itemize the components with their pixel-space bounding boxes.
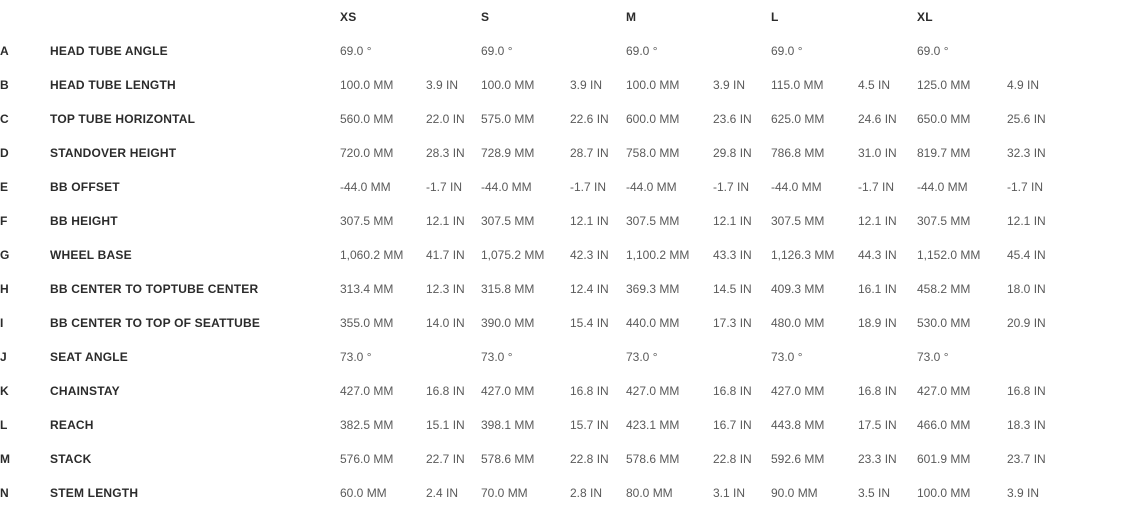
value-xs-imperial: 16.8 IN (426, 384, 465, 398)
value-m-imperial: 3.1 IN (713, 486, 746, 500)
value-s-imperial: 28.7 IN (570, 146, 609, 160)
value-s-imperial: 22.6 IN (570, 112, 609, 126)
size-header-s: S (481, 10, 490, 24)
row-letter: J (0, 350, 7, 364)
value-l-imperial: 24.6 IN (858, 112, 897, 126)
row-letter: E (0, 180, 9, 194)
value-l-metric: 480.0 MM (771, 316, 825, 330)
value-m-metric: 80.0 MM (626, 486, 673, 500)
value-l-imperial: 16.1 IN (858, 282, 897, 296)
value-xs-metric: 69.0 ° (340, 44, 372, 58)
value-m-metric: 578.6 MM (626, 452, 680, 466)
row-letter: F (0, 214, 8, 228)
table-row (0, 102, 1136, 136)
value-m-metric: 600.0 MM (626, 112, 680, 126)
value-xl-imperial (1007, 34, 1136, 68)
value-l-metric: 1,126.3 MM (771, 248, 835, 262)
value-l-metric: 90.0 MM (771, 486, 818, 500)
value-l-imperial: 23.3 IN (858, 452, 897, 466)
value-s-metric: 315.8 MM (481, 282, 535, 296)
value-l-metric: 786.8 MM (771, 146, 825, 160)
value-m-imperial: -1.7 IN (713, 180, 750, 194)
value-s-imperial: 15.4 IN (570, 316, 609, 330)
value-xl-imperial: 18.0 IN (1007, 282, 1046, 296)
table-row (0, 340, 1136, 374)
value-xs-metric: 100.0 MM (340, 78, 394, 92)
row-label: STANDOVER HEIGHT (50, 146, 177, 160)
value-m-imperial: 22.8 IN (713, 452, 752, 466)
table-row (0, 476, 1136, 510)
value-l-metric: 69.0 ° (771, 44, 803, 58)
value-s-metric: 427.0 MM (481, 384, 535, 398)
value-xs-imperial: 22.0 IN (426, 112, 465, 126)
value-xs-imperial: 14.0 IN (426, 316, 465, 330)
value-l-imperial: 17.5 IN (858, 418, 897, 432)
value-l-imperial: 4.5 IN (858, 78, 891, 92)
value-xl-metric: 650.0 MM (917, 112, 971, 126)
value-m-metric: 1,100.2 MM (626, 248, 690, 262)
table-row (0, 374, 1136, 408)
size-header-s-in-spacer (570, 0, 626, 34)
value-l-metric: 427.0 MM (771, 384, 825, 398)
row-letter: B (0, 78, 9, 92)
size-header-row (0, 0, 1136, 34)
value-s-metric: 307.5 MM (481, 214, 535, 228)
size-header-xl: XL (917, 10, 933, 24)
value-l-metric: 307.5 MM (771, 214, 825, 228)
row-label: BB OFFSET (50, 180, 120, 194)
value-s-imperial: 12.1 IN (570, 214, 609, 228)
value-xl-imperial: 20.9 IN (1007, 316, 1046, 330)
row-label: WHEEL BASE (50, 248, 132, 262)
value-xs-imperial: 12.1 IN (426, 214, 465, 228)
value-l-imperial: -1.7 IN (858, 180, 895, 194)
table-row (0, 442, 1136, 476)
value-m-imperial: 14.5 IN (713, 282, 752, 296)
size-header-xs: XS (340, 10, 357, 24)
value-s-metric: 575.0 MM (481, 112, 535, 126)
row-label: STACK (50, 452, 92, 466)
value-m-imperial: 23.6 IN (713, 112, 752, 126)
label-column-spacer (50, 0, 340, 34)
value-xs-metric: 60.0 MM (340, 486, 387, 500)
value-xs-imperial: 2.4 IN (426, 486, 459, 500)
value-s-imperial: 22.8 IN (570, 452, 609, 466)
value-m-metric: 758.0 MM (626, 146, 680, 160)
value-l-metric: 592.6 MM (771, 452, 825, 466)
row-label: TOP TUBE HORIZONTAL (50, 112, 196, 126)
value-xs-imperial: 28.3 IN (426, 146, 465, 160)
row-label: CHAINSTAY (50, 384, 120, 398)
size-header-l: L (771, 10, 779, 24)
value-xs-metric: 313.4 MM (340, 282, 394, 296)
value-m-imperial (713, 34, 771, 68)
value-xl-metric: 466.0 MM (917, 418, 971, 432)
value-l-imperial: 16.8 IN (858, 384, 897, 398)
row-label: STEM LENGTH (50, 486, 139, 500)
value-m-imperial: 12.1 IN (713, 214, 752, 228)
value-s-metric: 578.6 MM (481, 452, 535, 466)
value-xs-imperial: 22.7 IN (426, 452, 465, 466)
value-xl-metric: 1,152.0 MM (917, 248, 981, 262)
value-xs-imperial: 15.1 IN (426, 418, 465, 432)
row-letter: D (0, 146, 9, 160)
table-row (0, 204, 1136, 238)
value-xl-metric: 69.0 ° (917, 44, 949, 58)
value-s-metric: 1,075.2 MM (481, 248, 545, 262)
value-xl-imperial (1007, 340, 1136, 374)
row-label: REACH (50, 418, 94, 432)
table-row (0, 170, 1136, 204)
value-xs-imperial (426, 340, 481, 374)
value-s-metric: 69.0 ° (481, 44, 513, 58)
value-s-imperial: 16.8 IN (570, 384, 609, 398)
value-s-metric: 398.1 MM (481, 418, 535, 432)
row-letter: M (0, 452, 11, 466)
value-xl-metric: 458.2 MM (917, 282, 971, 296)
value-xl-metric: 125.0 MM (917, 78, 971, 92)
size-header-xs-in-spacer (426, 0, 481, 34)
value-m-imperial: 16.8 IN (713, 384, 752, 398)
value-xs-metric: 73.0 ° (340, 350, 372, 364)
table-row (0, 272, 1136, 306)
table-row (0, 238, 1136, 272)
row-letter: G (0, 248, 10, 262)
row-letter: L (0, 418, 8, 432)
row-letter: C (0, 112, 9, 126)
value-l-imperial: 44.3 IN (858, 248, 897, 262)
row-label: HEAD TUBE LENGTH (50, 78, 176, 92)
value-l-metric: 115.0 MM (771, 78, 824, 92)
value-l-imperial: 12.1 IN (858, 214, 897, 228)
row-letter: K (0, 384, 9, 398)
value-m-metric: 100.0 MM (626, 78, 680, 92)
value-m-imperial: 29.8 IN (713, 146, 752, 160)
value-xs-metric: 427.0 MM (340, 384, 394, 398)
value-m-imperial: 3.9 IN (713, 78, 746, 92)
value-xs-metric: 720.0 MM (340, 146, 394, 160)
value-m-metric: 369.3 MM (626, 282, 680, 296)
value-xs-imperial: 3.9 IN (426, 78, 459, 92)
value-l-metric: 409.3 MM (771, 282, 825, 296)
value-xs-imperial (426, 34, 481, 68)
row-letter: A (0, 44, 9, 58)
value-s-metric: 390.0 MM (481, 316, 535, 330)
row-label: BB CENTER TO TOP OF SEATTUBE (50, 316, 261, 330)
value-xs-imperial: 41.7 IN (426, 248, 465, 262)
value-xl-imperial: 32.3 IN (1007, 146, 1046, 160)
value-xl-imperial: 23.7 IN (1007, 452, 1046, 466)
value-xl-metric: 601.9 MM (917, 452, 971, 466)
value-xl-imperial: 4.9 IN (1007, 78, 1040, 92)
value-xs-metric: 355.0 MM (340, 316, 394, 330)
size-header-xl-in-spacer (1007, 0, 1136, 34)
size-header-m: M (626, 10, 637, 24)
value-xl-imperial: 16.8 IN (1007, 384, 1046, 398)
value-s-imperial: -1.7 IN (570, 180, 607, 194)
value-s-imperial (570, 34, 626, 68)
value-xs-metric: -44.0 MM (340, 180, 391, 194)
value-xl-imperial: 25.6 IN (1007, 112, 1046, 126)
row-label: BB CENTER TO TOPTUBE CENTER (50, 282, 259, 296)
value-m-imperial: 17.3 IN (713, 316, 752, 330)
size-header-l-in-spacer (858, 0, 917, 34)
value-m-imperial: 16.7 IN (713, 418, 752, 432)
value-m-imperial (713, 340, 771, 374)
value-xs-metric: 307.5 MM (340, 214, 394, 228)
row-label: HEAD TUBE ANGLE (50, 44, 168, 58)
value-xl-metric: 73.0 ° (917, 350, 949, 364)
value-xl-metric: 530.0 MM (917, 316, 971, 330)
value-xl-imperial: -1.7 IN (1007, 180, 1044, 194)
row-letter: I (0, 316, 4, 330)
table-row (0, 306, 1136, 340)
value-xl-metric: 307.5 MM (917, 214, 971, 228)
value-l-imperial (858, 340, 917, 374)
value-l-metric: -44.0 MM (771, 180, 822, 194)
value-m-metric: -44.0 MM (626, 180, 677, 194)
value-xl-metric: -44.0 MM (917, 180, 968, 194)
row-label: BB HEIGHT (50, 214, 118, 228)
value-m-metric: 423.1 MM (626, 418, 680, 432)
row-label: SEAT ANGLE (50, 350, 129, 364)
value-m-metric: 307.5 MM (626, 214, 680, 228)
table-row (0, 408, 1136, 442)
value-s-metric: 73.0 ° (481, 350, 513, 364)
value-l-imperial: 3.5 IN (858, 486, 891, 500)
value-s-metric: 728.9 MM (481, 146, 535, 160)
table-row (0, 136, 1136, 170)
value-xl-metric: 100.0 MM (917, 486, 971, 500)
value-s-metric: 100.0 MM (481, 78, 535, 92)
value-xs-metric: 560.0 MM (340, 112, 394, 126)
value-xs-metric: 576.0 MM (340, 452, 394, 466)
value-xl-metric: 819.7 MM (917, 146, 971, 160)
value-xs-imperial: 12.3 IN (426, 282, 465, 296)
value-s-metric: 70.0 MM (481, 486, 528, 500)
value-l-imperial: 18.9 IN (858, 316, 897, 330)
value-l-metric: 625.0 MM (771, 112, 825, 126)
value-xl-imperial: 3.9 IN (1007, 486, 1040, 500)
row-letter: N (0, 486, 9, 500)
value-s-imperial: 12.4 IN (570, 282, 609, 296)
value-s-metric: -44.0 MM (481, 180, 532, 194)
geometry-table-body (0, 34, 1136, 510)
value-xl-metric: 427.0 MM (917, 384, 971, 398)
value-xl-imperial: 18.3 IN (1007, 418, 1046, 432)
table-row (0, 34, 1136, 68)
value-s-imperial: 3.9 IN (570, 78, 603, 92)
value-l-imperial: 31.0 IN (858, 146, 897, 160)
value-s-imperial: 42.3 IN (570, 248, 609, 262)
value-s-imperial: 2.8 IN (570, 486, 603, 500)
value-l-metric: 443.8 MM (771, 418, 825, 432)
size-header-m-in-spacer (713, 0, 771, 34)
letter-column-spacer (0, 0, 50, 34)
value-xs-metric: 1,060.2 MM (340, 248, 404, 262)
value-m-metric: 440.0 MM (626, 316, 680, 330)
value-xs-metric: 382.5 MM (340, 418, 394, 432)
value-m-imperial: 43.3 IN (713, 248, 752, 262)
value-m-metric: 69.0 ° (626, 44, 658, 58)
value-xs-imperial: -1.7 IN (426, 180, 463, 194)
value-l-metric: 73.0 ° (771, 350, 803, 364)
value-m-metric: 427.0 MM (626, 384, 680, 398)
value-m-metric: 73.0 ° (626, 350, 658, 364)
value-xl-imperial: 45.4 IN (1007, 248, 1046, 262)
row-letter: H (0, 282, 9, 296)
table-row (0, 68, 1136, 102)
value-s-imperial (570, 340, 626, 374)
value-xl-imperial: 12.1 IN (1007, 214, 1046, 228)
value-l-imperial (858, 34, 917, 68)
value-s-imperial: 15.7 IN (570, 418, 609, 432)
